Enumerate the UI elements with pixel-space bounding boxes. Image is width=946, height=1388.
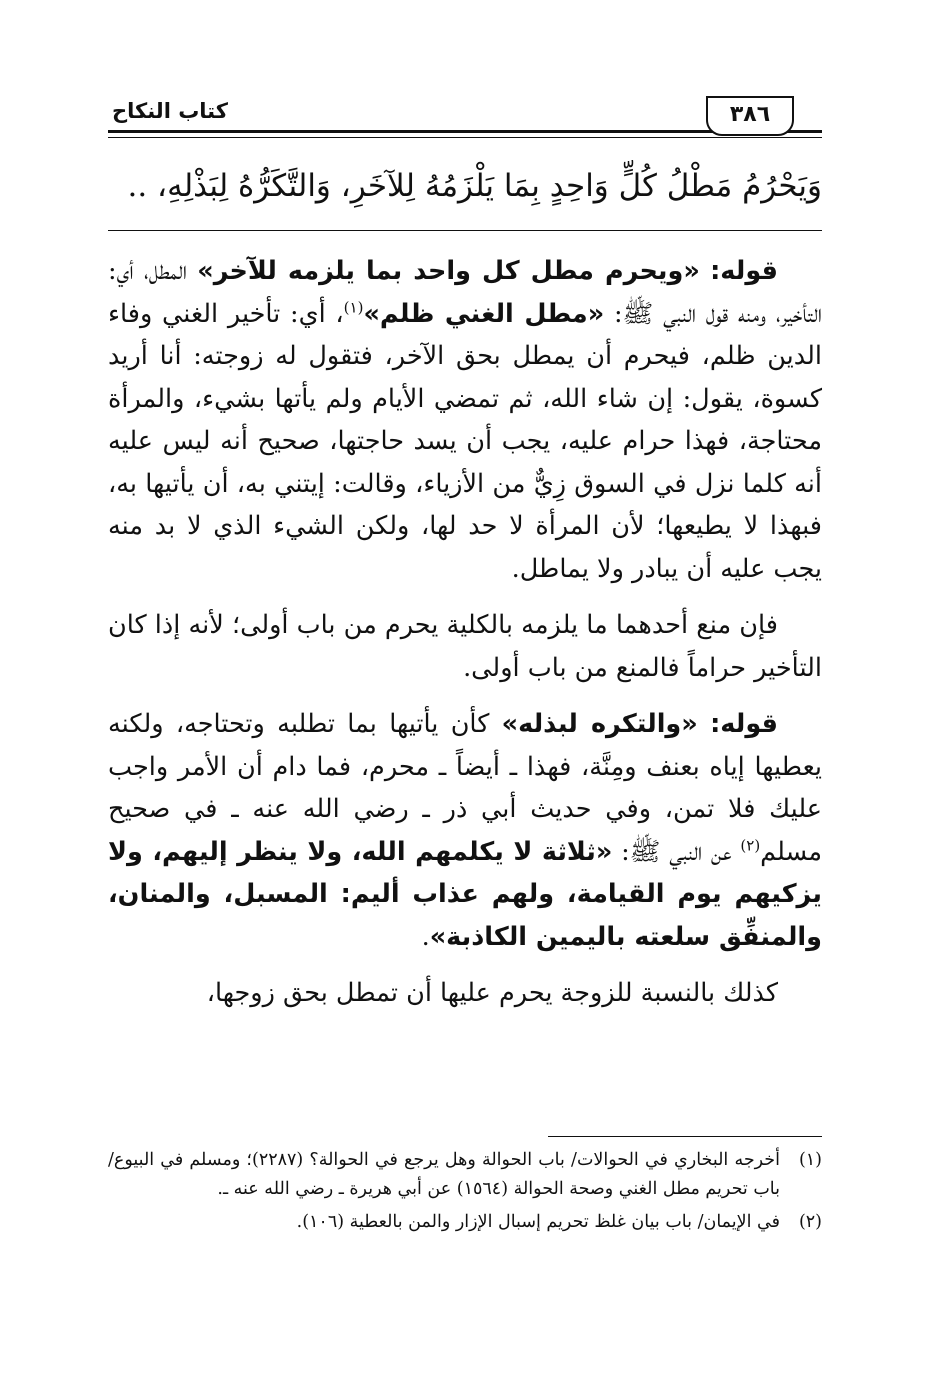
footnote-divider [548, 1136, 822, 1137]
quoted-matn: «والتكره لبذله» [501, 709, 698, 739]
paragraph-text: عن النبي ﷺ: [612, 836, 741, 867]
hadith-quote: «مطل الغني ظلم» [363, 298, 605, 329]
quoted-matn: «ويحرم مطل كل واحد بما يلزمه للآخر» [197, 256, 700, 286]
paragraph-1 [108, 250, 822, 590]
paragraph-2: فإن منع أحدهما ما يلزمه بالكلية يحرم من باب أولى؛ لأنه إذا كان التأخير حراماً فالمنع من باب أولى. [108, 610, 822, 683]
header-rule-thin [108, 137, 822, 138]
matn-text: وَيَحْرُمُ مَطْلُ كُلٍّ وَاحِدٍ بِمَا يَلْزَمُهُ لِلآخَرِ، وَالتَّكَرُّهُ لِبَذْلِهِ، .. [127, 168, 822, 204]
paragraph-text: ، أي: تأخير الغني وفاء الدين ظلم، فيحرم أن يمطل بحق الآخر، فتقول له زوجته: أنا أريد كسوة، يقول: إن شاء الله، ثم تمضي الأيام ولم يأتها بشيء، والمرأة محتاجة، فهذا حرام عليه، يجب أن يسد حاجتها، صحيح أنه ليس عليه أنه كلما نزل في السوق زِيٌّ من الأزياء، وقالت: إيتني به، أن يأتيها به، فبهذا لا يطيعها؛ لأن المرأة لا حد لها، ولكن الشيء الذي لا بد منه يجب عليه أن يبادر ولا يماطل. [108, 298, 822, 584]
footnotes [108, 1146, 822, 1241]
footnote-text: في الإيمان/ باب بيان غلظ تحريم إسبال الإزار والمن بالعطية (١٠٦). [296, 1212, 780, 1232]
lead-word: قوله: [710, 256, 778, 286]
footnote-2 [108, 1208, 822, 1237]
book-title: كتاب النكاح [108, 96, 234, 126]
matn-divider [108, 230, 822, 231]
footnote-ref-1: (١) [343, 298, 364, 316]
page-number: ٣٨٦ [706, 96, 794, 136]
paragraph-4: كذلك بالنسبة للزوجة يحرم عليها أن تمطل بحق زوجها، [206, 978, 778, 1008]
footnote-1 [108, 1146, 822, 1204]
footnote-number: (٢) [798, 1212, 822, 1232]
commentary-body [108, 250, 822, 1029]
lead-word: قوله: [710, 709, 778, 739]
paragraph-text: المطل، أي: التأخير، ومنه قول النبي ﷺ: [108, 256, 822, 329]
hadith-quote: «ثلاثة لا يكلمهم الله، ولا ينظر إليهم، ولا يزكيهم يوم القيامة، ولهم عذاب أليم: المسبل، والمنان، والمنفِّق سلعته باليمين الكاذبة» [108, 836, 822, 952]
paragraph-text: كأن يأتيها بما تطلبه وتحتاجه، ولكنه يعطيها إياه بعنف ومِنَّة، فهذا ـ أيضاً ـ محرم، فما دام أن الأمر واجب عليك فلا تمن، وفي حديث أبي ذر ـ رضي الله عنه ـ في صحيح مسلم [108, 709, 822, 867]
footnote-ref-2: (٢) [740, 836, 761, 854]
footnote-text: أخرجه البخاري في الحوالات/ باب الحوالة وهل يرجع في الحوالة؟ (٢٢٨٧)؛ ومسلم في البيوع/ باب تحريم مطل الغني وصحة الحوالة (١٥٦٤) عن أبي هريرة ـ رضي الله عنه ـ. [108, 1150, 780, 1199]
running-header [108, 96, 822, 148]
paragraph-end: . [421, 921, 430, 952]
footnote-number: (١) [798, 1150, 822, 1170]
paragraph-3 [108, 703, 822, 958]
